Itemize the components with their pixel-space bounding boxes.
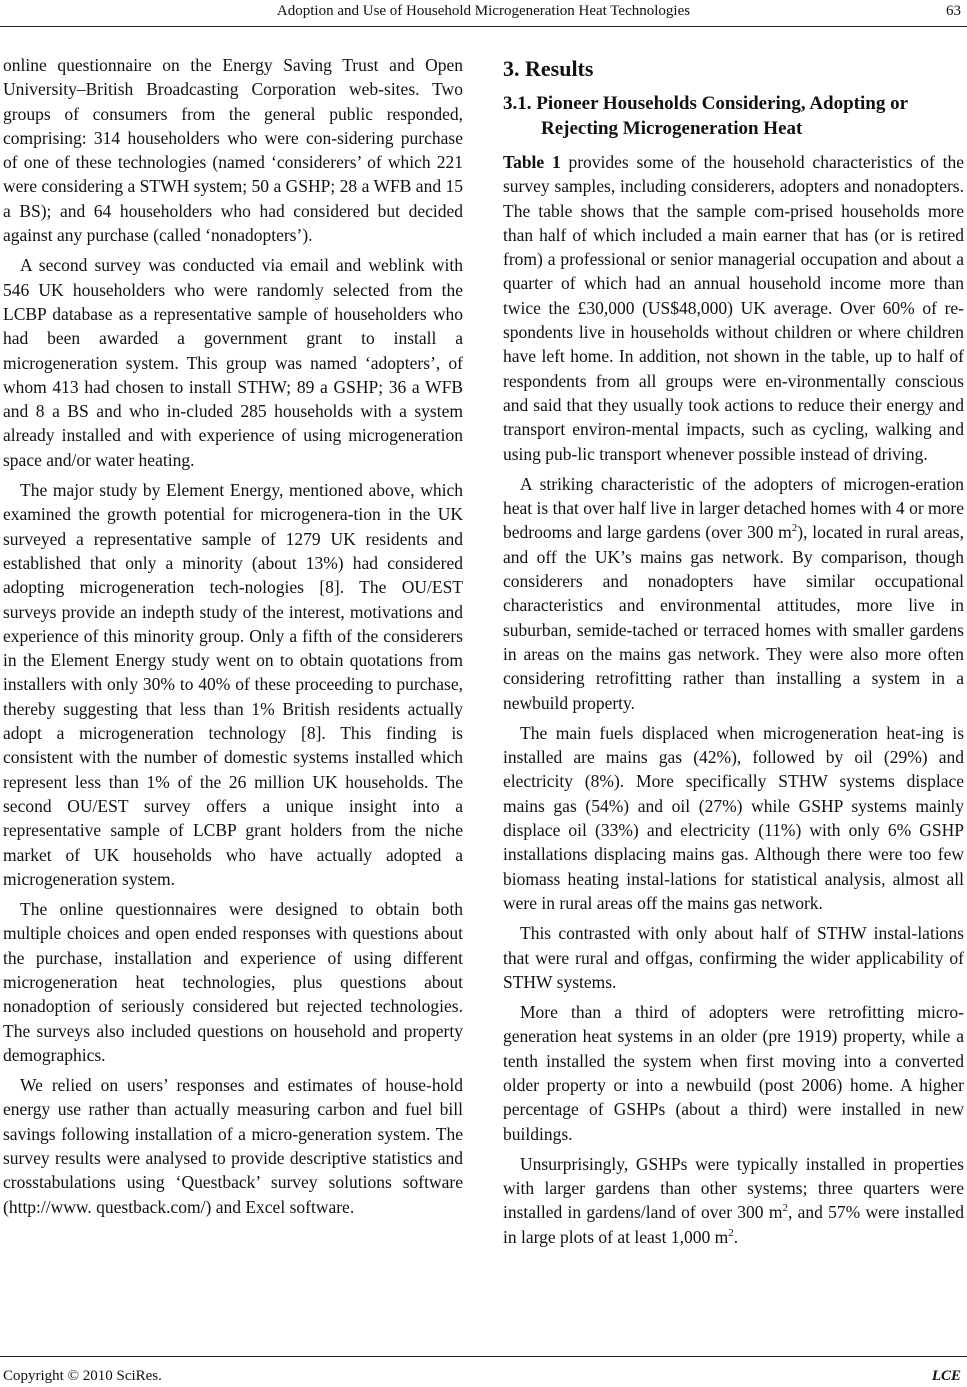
page-footer xyxy=(0,1356,967,1387)
running-title: Adoption and Use of Household Microgeneration Heat Technologies xyxy=(276,3,691,19)
superscript: 2 xyxy=(728,1226,734,1239)
superscript: 2 xyxy=(782,1202,788,1215)
section-heading: 3. Results xyxy=(503,56,594,81)
subsection-heading: 3.1. Pioneer Households Considering, Adopting or Rejecting Microgeneration Heat xyxy=(503,93,908,139)
body-paragraph: online questionnaire on the Energy Saving Trust and Open University–British Broadcasting Corporation web-sites. Two groups of consumers from the general public responded, comprising: 314 householders who were con-sidering purchase of one of these technologies (named ‘considerers’ of which 221 were considering a STWH system; 50 a GSHP; 28 a WFB and 15 a BS); and 64 householders who had considered but decided against any purchase (called ‘nonadopters’). xyxy=(3,55,463,246)
paragraph-text: Unsurprisingly, GSHPs were typically installed in properties with larger gardens than other systems; three quarters were installed in gardens/land of over 300 m xyxy=(503,1153,964,1223)
journal-abbreviation: LCE xyxy=(931,1368,961,1384)
superscript: 2 xyxy=(791,522,798,535)
body-paragraph xyxy=(503,150,964,466)
body-paragraph: The online questionnaires were designed to obtain both multiple choices and open ended responses with questions about the purchase, installation and experience of using different microgeneration heat technologies, plus questions about nonadoption of seriously considered but rejected technologies. The surveys also included questions on household and property demographics. xyxy=(3,899,463,1065)
body-paragraph xyxy=(503,1152,964,1249)
paragraph-text: , and 57% were installed in large plots of at least 1,000 m xyxy=(503,1202,965,1247)
body-paragraph: This contrasted with only about half of STHW instal-lations that were rural and offgas, confirming the wider applicability of STHW systems. xyxy=(503,923,964,992)
copyright-notice: Copyright © 2010 SciRes. xyxy=(3,1368,162,1384)
paragraph-text: provides some of the household characteristics of the survey samples, including considerers, adopters and nonadopters. The table shows that the sample com-prised households more than half of which included a main earner that has (or is retired from) a professional or senior managerial occupation and about a quarter of which had an annual household income more than twice the £30,000 (US$48,000) UK average. Over 60% of re-spondents live in households without children or where children have left home. In addition, not shown in the table, up to half of respondents from all groups were en-vironmentally conscious and said that they usually took actions to reduce their energy and transport environ-mental impacts, such as cycling, walking and using pub-lic transport whenever possible instead of driving. xyxy=(503,152,964,464)
body-paragraph: We relied on users’ responses and estimates of house-hold energy use rather than actually measuring carbon and fuel bill savings following installation of a micro-generation system. The survey results were analysed to provide descriptive statistics and crosstabulations using ‘Questback’ survey solutions software (http://www. questback.com/) and Excel software. xyxy=(3,1075,463,1217)
body-paragraph: A second survey was conducted via email and weblink with 546 UK householders who were randomly selected from the LCBP database as a representative sample of householders who had been awarded a government grant to install a microgeneration system. This group was named ‘adopters’, of whom 413 had chosen to install STHW; 89 a GSHP; 36 a WFB and 8 a BS and who in-cluded 285 households with a system already installed and with experience of using microgeneration space and/or water heating. xyxy=(3,255,463,470)
running-header xyxy=(0,0,967,27)
body-paragraph: The main fuels displaced when microgeneration heat-ing is installed are mains gas (42%), followed by oil (29%) and electricity (8%). More specifically STHW systems displace mains gas (54%) and oil (27%) while GSHP systems mainly displace oil (33%) and electricity (11%) with only 6% GSHP installations displacing mains gas. Although there were too few biomass heating instal-lations for statistical analysis, almost all were in rural areas off the mains gas network. xyxy=(503,722,964,913)
paragraph-text: A striking characteristic of the adopters of microgen-eration heat is that over half live in larger detached homes with 4 or more bedrooms and large gardens (over 300 m xyxy=(503,473,964,543)
body-paragraph: The major study by Element Energy, mentioned above, which examined the growth potential for microgenera-tion in the UK surveyed a representative sample of 1279 UK residents and established that only a minority (about 13%) had considered adopting microgeneration tech-nologies [8]. The OU/EST surveys provide an indepth study of the interest, motivations and experience of this minority group. Only a fifth of the considerers in the Element Energy study went on to obtain quotations from installers with only 30% to 40% of these proceeding to purchase, thereby suggesting that less than 1% British residents actually adopt a microgeneration technology [8]. This finding is consistent with the number of domestic systems installed which represent less than 1% of the 26 million UK households. The second OU/EST survey offers a unique insight into a representative sample of LCBP grant holders from the niche market of UK households who have actually adopted a microgeneration system. xyxy=(3,480,463,889)
left-column xyxy=(3,53,463,1225)
table-reference: Table 1 xyxy=(503,152,561,172)
right-column xyxy=(503,53,964,1255)
body-paragraph: More than a third of adopters were retrofitting micro-generation heat systems in an older (pre 1919) property, while a tenth installed the system when first moving into a converted older property or into a newbuild (post 2006) home. A higher percentage of GSHPs (about a third) were installed in new buildings. xyxy=(503,1002,964,1144)
paragraph-text: . xyxy=(733,1226,739,1247)
body-paragraph xyxy=(503,472,964,715)
paragraph-text: ), located in rural areas, and off the UK’s mains gas network. By comparison, though considerers and nonadopters have similar occupational characteristics and environmental attitudes, more live in suburban, semide-tached or terraced homes with smaller gardens in areas on the mains gas network. They were also more often considering retrofitting rather than installing a system in a newbuild property. xyxy=(503,522,964,713)
page-number: 63 xyxy=(946,3,961,19)
